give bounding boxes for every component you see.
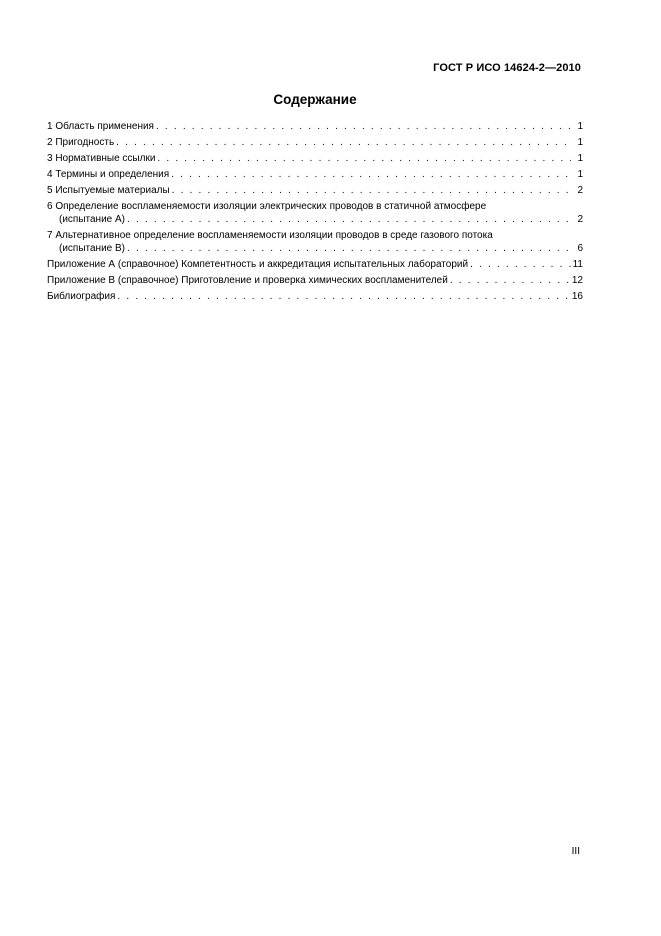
toc-page-number: 11 bbox=[572, 259, 583, 270]
toc-leader-dots bbox=[171, 168, 571, 181]
toc-entry-2[interactable] bbox=[47, 136, 583, 149]
toc-page-number: 1 bbox=[577, 121, 583, 132]
toc-entry-5[interactable] bbox=[47, 184, 583, 197]
toc-entry-appendix-a[interactable] bbox=[47, 258, 583, 271]
toc-leader-dots bbox=[116, 136, 571, 149]
toc-entry-bibliography[interactable] bbox=[47, 290, 583, 303]
toc-title: Содержание bbox=[273, 92, 357, 107]
toc-page-number: 1 bbox=[577, 153, 583, 164]
toc-page-number: 16 bbox=[571, 291, 583, 302]
toc-entry-label-continued: (испытание В) bbox=[59, 243, 125, 254]
page-number: III bbox=[571, 846, 580, 857]
toc-leader-dots bbox=[157, 152, 571, 165]
toc-page-number: 1 bbox=[577, 169, 583, 180]
toc-entry-4[interactable] bbox=[47, 168, 583, 181]
toc-entry-label: 4 Термины и определения bbox=[47, 169, 170, 180]
toc-entry-label: 3 Нормативные ссылки bbox=[47, 153, 156, 164]
toc-leader-dots bbox=[127, 242, 571, 255]
toc-entry-6[interactable] bbox=[47, 200, 583, 226]
toc-leader-dots bbox=[127, 213, 571, 226]
toc-entry-label: 1 Область применения bbox=[47, 121, 154, 132]
toc-entry-label: 5 Испытуемые материалы bbox=[47, 185, 170, 196]
toc-entry-label: 6 Определение воспламеняемости изоляции электрических проводов в статичной атмосфере bbox=[47, 201, 487, 212]
toc-leader-dots bbox=[450, 274, 570, 287]
toc-page-number: 1 bbox=[577, 137, 583, 148]
toc-entry-label: 2 Пригодность bbox=[47, 137, 115, 148]
toc-entry-label-continued: (испытание А) bbox=[59, 214, 125, 225]
toc-leader-dots bbox=[470, 258, 571, 271]
table-of-contents bbox=[47, 120, 583, 306]
toc-leader-dots bbox=[172, 184, 571, 197]
toc-entry-1[interactable] bbox=[47, 120, 583, 133]
document-id-header: ГОСТ Р ИСО 14624-2—2010 bbox=[433, 62, 581, 74]
toc-entry-appendix-b[interactable] bbox=[47, 274, 583, 287]
toc-leader-dots bbox=[156, 120, 571, 133]
toc-leader-dots bbox=[117, 290, 569, 303]
toc-entry-7[interactable] bbox=[47, 229, 583, 255]
toc-entry-label: Библиография bbox=[47, 291, 116, 302]
toc-entry-label: Приложение А (справочное) Компетентность и аккредитация испытательных лабораторий bbox=[47, 259, 469, 270]
toc-entry-3[interactable] bbox=[47, 152, 583, 165]
toc-page-number: 2 bbox=[577, 185, 583, 196]
toc-page-number: 2 bbox=[577, 214, 583, 225]
toc-entry-label: Приложение В (справочное) Приготовление и проверка химических воспламенителей bbox=[47, 275, 448, 286]
toc-entry-label: 7 Альтернативное определение воспламеняемости изоляции проводов в среде газового потока bbox=[47, 230, 493, 241]
toc-page-number: 12 bbox=[571, 275, 583, 286]
toc-page-number: 6 bbox=[577, 243, 583, 254]
